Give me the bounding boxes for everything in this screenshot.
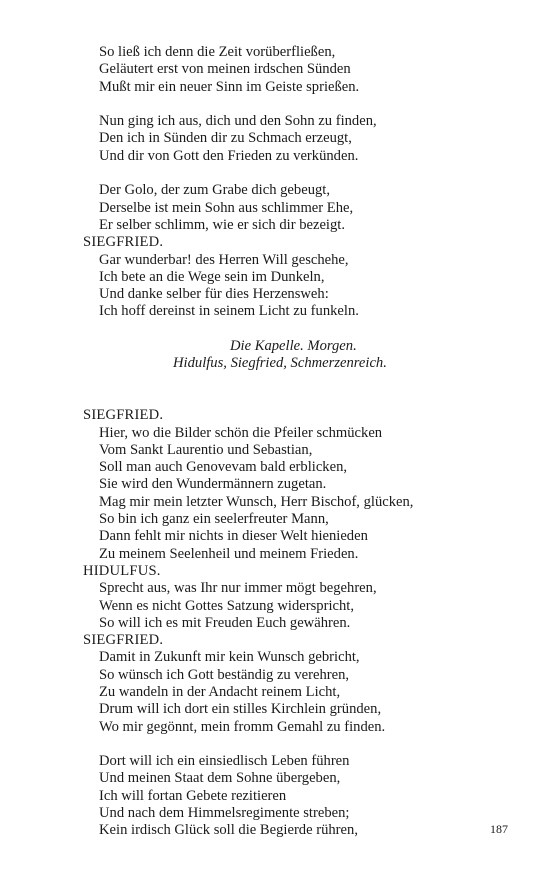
verse-line: Sie wird den Wundermännern zugetan. [99,476,327,493]
verse-line: Gar wunderbar! des Herren Will geschehe, [99,251,349,268]
stanza-gap [83,390,523,407]
stage-direction: Die Kapelle. Morgen. [230,338,357,355]
verse-line: Und meinen Staat dem Sohne übergeben, [99,770,341,787]
verse-line: Wenn es nicht Gottes Satzung widerspricht, [99,597,354,614]
speaker-name: HIDULFUS. [83,562,161,579]
verse-line: So wünsch ich Gott beständig zu verehren, [99,666,350,683]
verse-line: Kein irdisch Glück soll die Begierde rühren, [99,822,358,839]
stage-direction: Hidulfus, Siegfried, Schmerzenreich. [173,355,387,372]
verse-line: So bin ich ganz ein seelerfreuter Mann, [99,511,329,528]
speaker-name: SIEGFRIED. [83,407,164,424]
verse-line: Der Golo, der zum Grabe dich gebeugt, [99,182,330,199]
stanza-gap [83,736,523,753]
verse-line: Dort will ich ein einsiedlisch Leben führen [99,753,350,770]
verse-line: Und dir von Gott den Frieden zu verkünden. [99,147,359,164]
verse-line: Ich will fortan Gebete rezitieren [99,787,287,804]
verse-line: Nun ging ich aus, dich und den Sohn zu finden, [99,113,377,130]
verse-line: Zu meinem Seelenheil und meinem Frieden. [99,545,359,562]
verse-line: Soll man auch Genovevam bald erblicken, [99,459,348,476]
verse-line: Er selber schlimm, wie er sich dir bezeigt. [99,216,345,233]
verse-line: So will ich es mit Freuden Euch gewähren. [99,614,351,631]
verse-line: Geläutert erst von meinen irdschen Sünden [99,61,351,78]
verse-line: Dann fehlt mir nichts in dieser Welt hienieden [99,528,368,545]
verse-line: So ließ ich denn die Zeit vorüberfließen, [99,44,336,60]
stanza-gap [83,96,523,113]
verse-line: Mußt mir ein neuer Sinn im Geiste sprießen. [99,78,360,95]
page-number: 187 [490,822,508,836]
verse-text [83,44,523,840]
verse-line: Vom Sankt Laurentio und Sebastian, [99,441,313,458]
verse-line: Drum will ich dort ein stilles Kirchlein gründen, [99,701,382,718]
verse-line: Zu wandeln in der Andacht reinem Licht, [99,683,341,700]
verse-line: Hier, wo die Bilder schön die Pfeiler schmücken [99,424,383,441]
verse-line: Derselbe ist mein Sohn aus schlimmer Ehe, [99,199,354,216]
verse-line: Wo mir gegönnt, mein fromm Gemahl zu finden. [99,718,386,735]
verse-line: Und nach dem Himmelsregimente streben; [99,805,350,822]
stanza-gap [83,373,523,390]
stanza-gap [83,321,523,338]
verse-line: Und danke selber für dies Herzensweh: [99,286,329,303]
speaker-name: SIEGFRIED. [83,234,164,251]
verse-line: Mag mir mein letzter Wunsch, Herr Bischof, glücken, [99,493,414,510]
verse-line: Ich hoff dereinst in seinem Licht zu funkeln. [99,303,359,320]
verse-line: Sprecht aus, was Ihr nur immer mögt begehren, [99,580,377,597]
verse-line: Den ich in Sünden dir zu Schmach erzeugt, [99,130,352,147]
stanza-gap [83,165,523,182]
verse-line: Damit in Zukunft mir kein Wunsch gebricht, [99,649,360,666]
verse-line: Ich bete an die Wege sein im Dunkeln, [99,268,325,285]
speaker-name: SIEGFRIED. [83,632,164,649]
